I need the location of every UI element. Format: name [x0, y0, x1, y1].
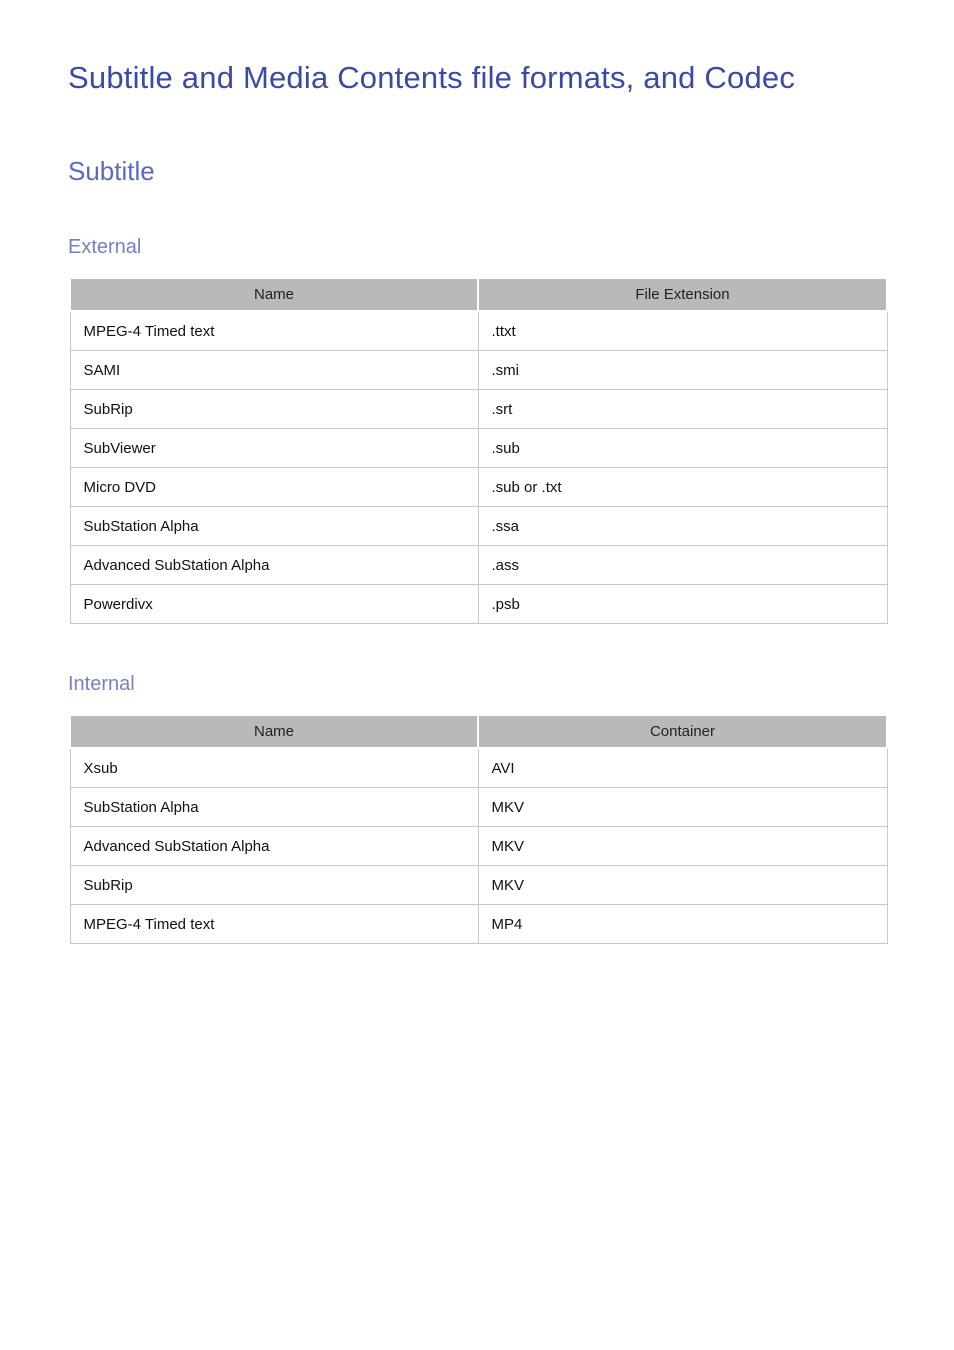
- cell-file-extension: .srt: [478, 390, 887, 429]
- column-header-container: Container: [478, 716, 887, 748]
- external-subtitle-table: [69, 279, 888, 624]
- cell-name: Xsub: [70, 748, 478, 788]
- cell-file-extension: .sub or .txt: [478, 468, 887, 507]
- table-row: [70, 507, 887, 546]
- table-row: [70, 748, 887, 788]
- cell-container: MKV: [478, 788, 887, 827]
- section-title-subtitle: Subtitle: [68, 156, 155, 186]
- subheading-external: External: [68, 236, 142, 258]
- cell-container: MKV: [478, 827, 887, 866]
- table-row: [70, 468, 887, 507]
- table-row: [70, 311, 887, 351]
- cell-name: Micro DVD: [70, 468, 478, 507]
- cell-container: MKV: [478, 866, 887, 905]
- table-row: [70, 585, 887, 624]
- cell-name: Powerdivx: [70, 585, 478, 624]
- cell-container: MP4: [478, 905, 887, 944]
- cell-name: MPEG-4 Timed text: [70, 905, 478, 944]
- table-header-row: [70, 716, 887, 748]
- cell-file-extension: .ttxt: [478, 311, 887, 351]
- cell-container: AVI: [478, 748, 887, 788]
- cell-name: SubRip: [70, 866, 478, 905]
- table-row: [70, 905, 887, 944]
- cell-name: SubStation Alpha: [70, 788, 478, 827]
- cell-file-extension: .sub: [478, 429, 887, 468]
- table-row: [70, 788, 887, 827]
- page-title: Subtitle and Media Contents file formats, and Codec: [68, 60, 796, 95]
- cell-file-extension: .smi: [478, 351, 887, 390]
- column-header-name: Name: [70, 279, 478, 311]
- cell-name: SubRip: [70, 390, 478, 429]
- table-row: [70, 827, 887, 866]
- table-row: [70, 351, 887, 390]
- cell-name: Advanced SubStation Alpha: [70, 546, 478, 585]
- column-header-name: Name: [70, 716, 478, 748]
- cell-name: Advanced SubStation Alpha: [70, 827, 478, 866]
- table-row: [70, 546, 887, 585]
- internal-subtitle-table: [69, 716, 888, 944]
- table-header-row: [70, 279, 887, 311]
- table-row: [70, 390, 887, 429]
- cell-name: SAMI: [70, 351, 478, 390]
- cell-name: MPEG-4 Timed text: [70, 311, 478, 351]
- table-row: [70, 429, 887, 468]
- cell-name: SubStation Alpha: [70, 507, 478, 546]
- cell-file-extension: .ass: [478, 546, 887, 585]
- column-header-file-extension: File Extension: [478, 279, 887, 311]
- cell-name: SubViewer: [70, 429, 478, 468]
- table-row: [70, 866, 887, 905]
- subheading-internal: Internal: [68, 673, 135, 695]
- cell-file-extension: .ssa: [478, 507, 887, 546]
- cell-file-extension: .psb: [478, 585, 887, 624]
